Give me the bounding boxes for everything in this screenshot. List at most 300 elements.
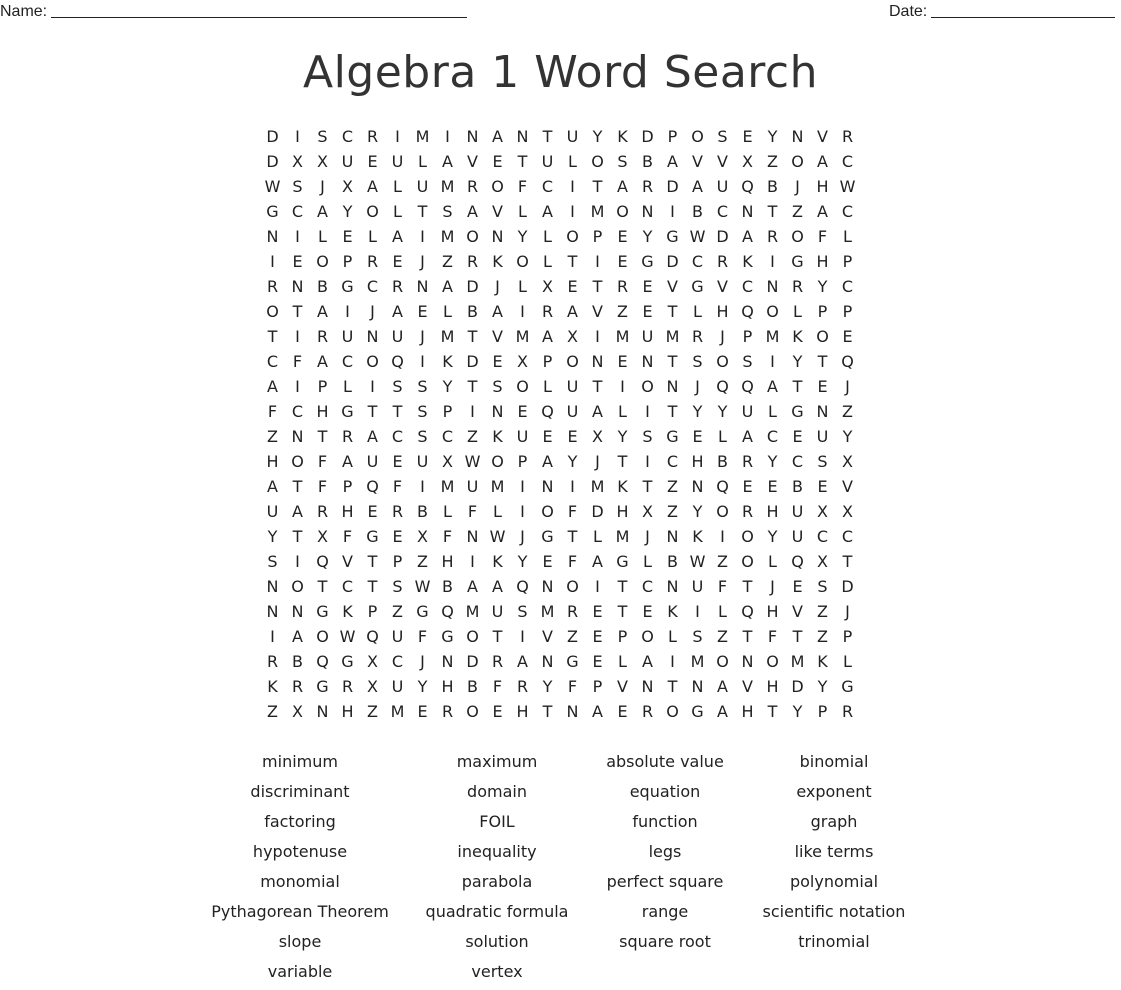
- grid-cell[interactable]: D: [266, 152, 279, 171]
- grid-cell[interactable]: M: [665, 327, 680, 346]
- grid-cell[interactable]: G: [691, 702, 704, 721]
- grid-cell[interactable]: T: [667, 402, 678, 421]
- grid-cell[interactable]: L: [718, 427, 727, 446]
- grid-cell[interactable]: I: [295, 127, 300, 146]
- grid-cell[interactable]: G: [541, 527, 554, 546]
- grid-cell[interactable]: C: [341, 577, 354, 596]
- grid-cell[interactable]: H: [616, 502, 629, 521]
- grid-cell[interactable]: S: [492, 377, 503, 396]
- grid-cell[interactable]: H: [516, 702, 529, 721]
- grid-cell[interactable]: Q: [316, 552, 329, 571]
- grid-cell[interactable]: A: [317, 202, 328, 221]
- grid-cell[interactable]: B: [292, 652, 303, 671]
- grid-cell[interactable]: G: [341, 652, 354, 671]
- grid-cell[interactable]: O: [491, 177, 504, 196]
- grid-cell[interactable]: S: [717, 127, 728, 146]
- grid-cell[interactable]: X: [817, 552, 828, 571]
- grid-cell[interactable]: J: [420, 252, 425, 271]
- grid-cell[interactable]: J: [595, 452, 600, 471]
- grid-cell[interactable]: S: [617, 152, 628, 171]
- grid-cell[interactable]: T: [792, 377, 803, 396]
- grid-cell[interactable]: B: [717, 452, 728, 471]
- grid-cell[interactable]: A: [742, 427, 753, 446]
- grid-cell[interactable]: J: [520, 527, 525, 546]
- grid-cell[interactable]: X: [367, 677, 378, 696]
- grid-cell[interactable]: U: [566, 402, 579, 421]
- grid-cell[interactable]: L: [718, 602, 727, 621]
- grid-cell[interactable]: U: [566, 377, 579, 396]
- grid-cell[interactable]: T: [367, 577, 378, 596]
- grid-cell[interactable]: T: [317, 577, 328, 596]
- grid-cell[interactable]: R: [641, 177, 654, 196]
- grid-cell[interactable]: R: [541, 302, 554, 321]
- grid-cell[interactable]: W: [489, 527, 506, 546]
- grid-cell[interactable]: B: [317, 277, 328, 296]
- grid-cell[interactable]: A: [442, 277, 453, 296]
- grid-cell[interactable]: X: [542, 277, 553, 296]
- grid-cell[interactable]: U: [341, 152, 354, 171]
- grid-cell[interactable]: P: [592, 677, 603, 696]
- name-blank-line[interactable]: [51, 5, 467, 18]
- grid-cell[interactable]: D: [466, 652, 479, 671]
- grid-cell[interactable]: Y: [592, 127, 603, 146]
- grid-cell[interactable]: W: [264, 177, 281, 196]
- grid-cell[interactable]: T: [667, 352, 678, 371]
- grid-cell[interactable]: Y: [767, 527, 778, 546]
- grid-cell[interactable]: O: [566, 577, 579, 596]
- grid-cell[interactable]: C: [741, 277, 754, 296]
- grid-cell[interactable]: T: [592, 377, 603, 396]
- grid-cell[interactable]: T: [292, 302, 303, 321]
- grid-cell[interactable]: N: [291, 277, 304, 296]
- grid-cell[interactable]: H: [716, 302, 729, 321]
- grid-cell[interactable]: G: [366, 527, 379, 546]
- grid-cell[interactable]: V: [842, 477, 853, 496]
- grid-cell[interactable]: R: [841, 702, 854, 721]
- grid-cell[interactable]: A: [542, 327, 553, 346]
- grid-cell[interactable]: Q: [316, 652, 329, 671]
- grid-cell[interactable]: P: [667, 127, 678, 146]
- grid-cell[interactable]: A: [392, 227, 403, 246]
- grid-cell[interactable]: X: [292, 702, 303, 721]
- grid-cell[interactable]: K: [267, 677, 278, 696]
- grid-cell[interactable]: I: [295, 377, 300, 396]
- grid-cell[interactable]: J: [420, 327, 425, 346]
- grid-cell[interactable]: D: [666, 177, 679, 196]
- grid-cell[interactable]: D: [466, 352, 479, 371]
- grid-cell[interactable]: C: [791, 452, 804, 471]
- grid-cell[interactable]: A: [317, 302, 328, 321]
- grid-cell[interactable]: L: [443, 502, 452, 521]
- grid-cell[interactable]: I: [520, 477, 525, 496]
- grid-cell[interactable]: F: [517, 177, 528, 196]
- grid-cell[interactable]: E: [492, 702, 503, 721]
- grid-cell[interactable]: Y: [267, 527, 278, 546]
- letter-grid[interactable]: [260, 124, 860, 724]
- grid-cell[interactable]: I: [520, 502, 525, 521]
- grid-cell[interactable]: N: [591, 352, 604, 371]
- grid-cell[interactable]: V: [592, 302, 603, 321]
- grid-cell[interactable]: U: [416, 177, 429, 196]
- grid-cell[interactable]: Q: [741, 177, 754, 196]
- grid-cell[interactable]: S: [417, 377, 428, 396]
- grid-cell[interactable]: I: [420, 227, 425, 246]
- grid-cell[interactable]: U: [391, 327, 404, 346]
- grid-cell[interactable]: L: [393, 177, 402, 196]
- grid-cell[interactable]: P: [392, 552, 403, 571]
- grid-cell[interactable]: D: [791, 677, 804, 696]
- grid-cell[interactable]: H: [441, 677, 454, 696]
- grid-cell[interactable]: V: [817, 127, 828, 146]
- grid-cell[interactable]: O: [566, 227, 579, 246]
- grid-cell[interactable]: X: [517, 352, 528, 371]
- grid-cell[interactable]: K: [492, 252, 503, 271]
- grid-cell[interactable]: H: [341, 502, 354, 521]
- grid-cell[interactable]: R: [566, 602, 579, 621]
- grid-cell[interactable]: L: [568, 152, 577, 171]
- grid-cell[interactable]: I: [295, 327, 300, 346]
- grid-cell[interactable]: H: [691, 452, 704, 471]
- grid-cell[interactable]: R: [491, 652, 504, 671]
- grid-cell[interactable]: I: [420, 477, 425, 496]
- grid-cell[interactable]: T: [267, 327, 278, 346]
- grid-cell[interactable]: K: [742, 252, 753, 271]
- grid-cell[interactable]: U: [541, 152, 554, 171]
- grid-cell[interactable]: R: [341, 427, 354, 446]
- grid-cell[interactable]: E: [517, 402, 528, 421]
- grid-cell[interactable]: N: [816, 402, 829, 421]
- grid-cell[interactable]: U: [566, 127, 579, 146]
- grid-cell[interactable]: I: [420, 352, 425, 371]
- grid-cell[interactable]: O: [466, 227, 479, 246]
- grid-cell[interactable]: N: [641, 202, 654, 221]
- grid-cell[interactable]: B: [467, 302, 478, 321]
- grid-cell[interactable]: Z: [842, 402, 853, 421]
- grid-cell[interactable]: L: [543, 252, 552, 271]
- grid-cell[interactable]: F: [467, 502, 478, 521]
- grid-cell[interactable]: O: [716, 652, 729, 671]
- grid-cell[interactable]: I: [645, 452, 650, 471]
- grid-cell[interactable]: C: [841, 202, 854, 221]
- grid-cell[interactable]: E: [767, 477, 778, 496]
- grid-cell[interactable]: T: [517, 152, 528, 171]
- grid-cell[interactable]: O: [541, 502, 554, 521]
- grid-cell[interactable]: O: [316, 627, 329, 646]
- grid-cell[interactable]: X: [842, 502, 853, 521]
- name-field[interactable]: [0, 3, 467, 21]
- grid-cell[interactable]: G: [641, 252, 654, 271]
- grid-cell[interactable]: O: [516, 377, 529, 396]
- grid-cell[interactable]: N: [666, 377, 679, 396]
- grid-cell[interactable]: Y: [692, 402, 703, 421]
- grid-cell[interactable]: A: [567, 302, 578, 321]
- grid-cell[interactable]: X: [317, 527, 328, 546]
- grid-cell[interactable]: N: [666, 577, 679, 596]
- grid-cell[interactable]: E: [742, 127, 753, 146]
- grid-cell[interactable]: B: [792, 477, 803, 496]
- grid-cell[interactable]: Y: [342, 202, 353, 221]
- grid-cell[interactable]: N: [541, 477, 554, 496]
- grid-cell[interactable]: N: [741, 652, 754, 671]
- grid-cell[interactable]: I: [470, 402, 475, 421]
- grid-cell[interactable]: F: [267, 402, 278, 421]
- grid-cell[interactable]: L: [793, 302, 802, 321]
- grid-cell[interactable]: Q: [791, 552, 804, 571]
- grid-cell[interactable]: R: [741, 502, 754, 521]
- grid-cell[interactable]: G: [566, 652, 579, 671]
- grid-cell[interactable]: V: [692, 152, 703, 171]
- grid-cell[interactable]: C: [391, 652, 404, 671]
- grid-cell[interactable]: Y: [817, 677, 828, 696]
- grid-cell[interactable]: U: [416, 452, 429, 471]
- grid-cell[interactable]: V: [717, 277, 728, 296]
- grid-cell[interactable]: L: [318, 227, 327, 246]
- grid-cell[interactable]: A: [642, 652, 653, 671]
- grid-cell[interactable]: Z: [817, 627, 828, 646]
- grid-cell[interactable]: R: [441, 702, 454, 721]
- grid-cell[interactable]: Z: [717, 627, 728, 646]
- grid-cell[interactable]: I: [295, 227, 300, 246]
- grid-cell[interactable]: L: [443, 302, 452, 321]
- grid-cell[interactable]: F: [567, 502, 578, 521]
- grid-cell[interactable]: I: [295, 552, 300, 571]
- grid-cell[interactable]: N: [491, 227, 504, 246]
- grid-cell[interactable]: S: [692, 627, 703, 646]
- grid-cell[interactable]: G: [616, 552, 629, 571]
- grid-cell[interactable]: E: [392, 252, 403, 271]
- grid-cell[interactable]: N: [666, 527, 679, 546]
- grid-cell[interactable]: K: [617, 477, 628, 496]
- grid-cell[interactable]: Y: [767, 452, 778, 471]
- grid-cell[interactable]: E: [417, 302, 428, 321]
- grid-cell[interactable]: J: [695, 377, 700, 396]
- grid-cell[interactable]: S: [417, 402, 428, 421]
- grid-cell[interactable]: O: [716, 352, 729, 371]
- grid-cell[interactable]: H: [766, 502, 779, 521]
- grid-cell[interactable]: Z: [792, 202, 803, 221]
- grid-cell[interactable]: A: [717, 702, 728, 721]
- grid-cell[interactable]: L: [618, 652, 627, 671]
- grid-cell[interactable]: S: [267, 552, 278, 571]
- grid-cell[interactable]: M: [590, 202, 605, 221]
- grid-cell[interactable]: O: [366, 352, 379, 371]
- grid-cell[interactable]: E: [567, 277, 578, 296]
- grid-cell[interactable]: T: [667, 677, 678, 696]
- grid-cell[interactable]: F: [567, 677, 578, 696]
- grid-cell[interactable]: Q: [441, 602, 454, 621]
- grid-cell[interactable]: J: [645, 527, 650, 546]
- grid-cell[interactable]: O: [566, 352, 579, 371]
- grid-cell[interactable]: K: [617, 127, 628, 146]
- grid-cell[interactable]: C: [766, 427, 779, 446]
- grid-cell[interactable]: X: [592, 427, 603, 446]
- grid-cell[interactable]: L: [643, 552, 652, 571]
- grid-cell[interactable]: O: [641, 377, 654, 396]
- grid-cell[interactable]: H: [816, 252, 829, 271]
- grid-cell[interactable]: M: [765, 327, 780, 346]
- grid-cell[interactable]: I: [395, 127, 400, 146]
- grid-cell[interactable]: K: [817, 652, 828, 671]
- grid-cell[interactable]: X: [817, 502, 828, 521]
- grid-cell[interactable]: S: [692, 352, 703, 371]
- grid-cell[interactable]: O: [291, 452, 304, 471]
- grid-cell[interactable]: N: [541, 652, 554, 671]
- grid-cell[interactable]: R: [266, 652, 279, 671]
- grid-cell[interactable]: A: [467, 202, 478, 221]
- grid-cell[interactable]: P: [592, 227, 603, 246]
- grid-cell[interactable]: L: [393, 202, 402, 221]
- grid-cell[interactable]: I: [595, 577, 600, 596]
- grid-cell[interactable]: M: [440, 177, 455, 196]
- grid-cell[interactable]: L: [693, 302, 702, 321]
- grid-cell[interactable]: Q: [841, 352, 854, 371]
- grid-cell[interactable]: U: [641, 327, 654, 346]
- grid-cell[interactable]: E: [417, 702, 428, 721]
- grid-cell[interactable]: E: [617, 352, 628, 371]
- grid-cell[interactable]: G: [791, 402, 804, 421]
- grid-cell[interactable]: I: [445, 127, 450, 146]
- grid-cell[interactable]: T: [642, 477, 653, 496]
- grid-cell[interactable]: T: [367, 552, 378, 571]
- grid-cell[interactable]: I: [645, 402, 650, 421]
- grid-cell[interactable]: E: [792, 427, 803, 446]
- grid-cell[interactable]: I: [570, 477, 575, 496]
- grid-cell[interactable]: Z: [567, 627, 578, 646]
- grid-cell[interactable]: Q: [516, 577, 529, 596]
- grid-cell[interactable]: O: [491, 452, 504, 471]
- grid-cell[interactable]: N: [366, 327, 379, 346]
- grid-cell[interactable]: P: [842, 252, 853, 271]
- grid-cell[interactable]: I: [570, 202, 575, 221]
- grid-cell[interactable]: E: [367, 502, 378, 521]
- grid-cell[interactable]: U: [816, 427, 829, 446]
- grid-cell[interactable]: Y: [792, 702, 803, 721]
- grid-cell[interactable]: A: [317, 352, 328, 371]
- grid-cell[interactable]: E: [792, 577, 803, 596]
- grid-cell[interactable]: C: [541, 177, 554, 196]
- grid-cell[interactable]: M: [440, 477, 455, 496]
- grid-cell[interactable]: S: [392, 377, 403, 396]
- grid-cell[interactable]: V: [542, 627, 553, 646]
- grid-cell[interactable]: D: [841, 577, 854, 596]
- grid-cell[interactable]: R: [316, 502, 329, 521]
- grid-cell[interactable]: T: [467, 377, 478, 396]
- grid-cell[interactable]: L: [593, 527, 602, 546]
- grid-cell[interactable]: E: [542, 552, 553, 571]
- grid-cell[interactable]: S: [517, 602, 528, 621]
- grid-cell[interactable]: J: [420, 652, 425, 671]
- grid-cell[interactable]: U: [266, 502, 279, 521]
- grid-cell[interactable]: N: [691, 677, 704, 696]
- grid-cell[interactable]: G: [316, 677, 329, 696]
- grid-cell[interactable]: N: [741, 202, 754, 221]
- grid-cell[interactable]: E: [842, 327, 853, 346]
- grid-cell[interactable]: E: [617, 252, 628, 271]
- grid-cell[interactable]: A: [492, 302, 503, 321]
- grid-cell[interactable]: M: [390, 702, 405, 721]
- grid-cell[interactable]: C: [816, 527, 829, 546]
- grid-cell[interactable]: G: [841, 677, 854, 696]
- grid-cell[interactable]: L: [418, 152, 427, 171]
- grid-cell[interactable]: D: [591, 502, 604, 521]
- grid-cell[interactable]: L: [518, 202, 527, 221]
- grid-cell[interactable]: A: [292, 627, 303, 646]
- grid-cell[interactable]: P: [442, 402, 453, 421]
- grid-cell[interactable]: Z: [367, 702, 378, 721]
- grid-cell[interactable]: L: [368, 227, 377, 246]
- grid-cell[interactable]: Z: [717, 552, 728, 571]
- grid-cell[interactable]: R: [291, 677, 304, 696]
- grid-cell[interactable]: K: [342, 602, 353, 621]
- grid-cell[interactable]: N: [566, 702, 579, 721]
- grid-cell[interactable]: M: [615, 327, 630, 346]
- grid-cell[interactable]: W: [414, 577, 431, 596]
- grid-cell[interactable]: C: [691, 252, 704, 271]
- grid-cell[interactable]: L: [493, 502, 502, 521]
- grid-cell[interactable]: M: [440, 227, 455, 246]
- grid-cell[interactable]: N: [466, 127, 479, 146]
- grid-cell[interactable]: H: [741, 702, 754, 721]
- grid-cell[interactable]: R: [716, 252, 729, 271]
- grid-cell[interactable]: I: [770, 352, 775, 371]
- grid-cell[interactable]: A: [367, 177, 378, 196]
- grid-cell[interactable]: R: [841, 127, 854, 146]
- grid-cell[interactable]: A: [267, 477, 278, 496]
- grid-cell[interactable]: I: [570, 177, 575, 196]
- grid-cell[interactable]: I: [520, 627, 525, 646]
- grid-cell[interactable]: O: [741, 552, 754, 571]
- grid-cell[interactable]: I: [595, 252, 600, 271]
- grid-cell[interactable]: D: [716, 227, 729, 246]
- grid-cell[interactable]: Y: [567, 452, 578, 471]
- grid-cell[interactable]: C: [716, 202, 729, 221]
- grid-cell[interactable]: I: [370, 377, 375, 396]
- grid-cell[interactable]: G: [266, 202, 279, 221]
- grid-cell[interactable]: Y: [517, 227, 528, 246]
- grid-cell[interactable]: H: [766, 677, 779, 696]
- grid-cell[interactable]: A: [392, 302, 403, 321]
- grid-cell[interactable]: Y: [717, 402, 728, 421]
- grid-cell[interactable]: G: [791, 252, 804, 271]
- grid-cell[interactable]: R: [391, 277, 404, 296]
- grid-cell[interactable]: I: [595, 327, 600, 346]
- grid-cell[interactable]: V: [792, 602, 803, 621]
- grid-cell[interactable]: V: [617, 677, 628, 696]
- grid-cell[interactable]: L: [618, 402, 627, 421]
- grid-cell[interactable]: A: [492, 127, 503, 146]
- grid-cell[interactable]: I: [270, 627, 275, 646]
- grid-cell[interactable]: O: [316, 252, 329, 271]
- grid-cell[interactable]: Q: [741, 302, 754, 321]
- grid-cell[interactable]: F: [442, 527, 453, 546]
- grid-cell[interactable]: O: [741, 527, 754, 546]
- grid-cell[interactable]: M: [415, 127, 430, 146]
- grid-cell[interactable]: O: [666, 702, 679, 721]
- grid-cell[interactable]: N: [766, 277, 779, 296]
- grid-cell[interactable]: N: [541, 577, 554, 596]
- grid-cell[interactable]: J: [320, 177, 325, 196]
- grid-cell[interactable]: I: [520, 302, 525, 321]
- grid-cell[interactable]: Q: [541, 402, 554, 421]
- grid-cell[interactable]: H: [816, 177, 829, 196]
- grid-cell[interactable]: Y: [842, 427, 853, 446]
- grid-cell[interactable]: M: [440, 327, 455, 346]
- grid-cell[interactable]: E: [742, 477, 753, 496]
- grid-cell[interactable]: C: [291, 202, 304, 221]
- grid-cell[interactable]: S: [817, 452, 828, 471]
- grid-cell[interactable]: R: [341, 677, 354, 696]
- grid-cell[interactable]: O: [591, 152, 604, 171]
